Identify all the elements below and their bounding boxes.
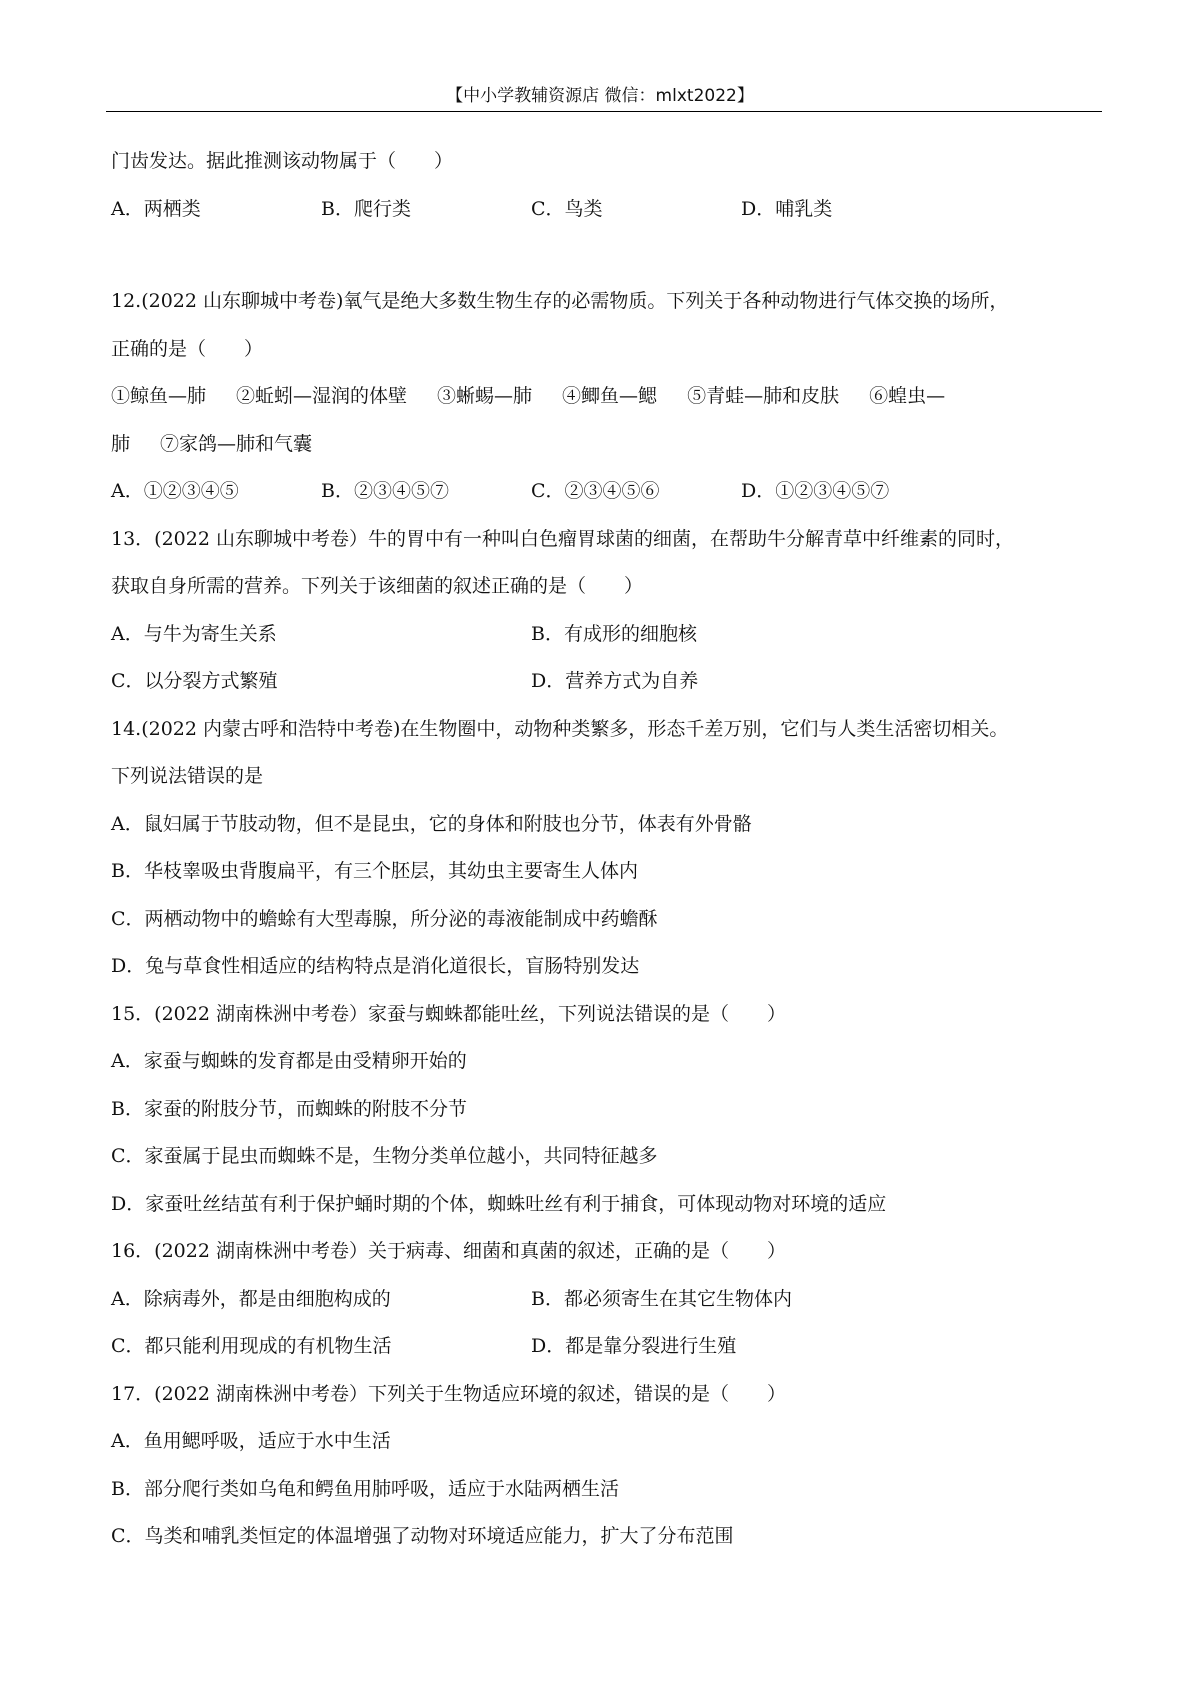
q13-option-a: A．与牛为寄生关系 <box>111 622 277 645</box>
q12-statement-3: ③蜥蜴—肺 <box>437 385 533 407</box>
q12-statements-line1 <box>111 381 1101 429</box>
q13-stem-line2: 获取自身所需的营养。下列关于该细菌的叙述正确的是（ ） <box>111 575 644 597</box>
q16-option-d: D．都是靠分裂进行生殖 <box>531 1335 737 1357</box>
q12-option-a: A．①②③④⑤ <box>111 480 239 502</box>
q12-stem-line2: 正确的是（ ） <box>111 337 264 360</box>
q12-option-b: B．②③④⑤⑦ <box>321 480 449 502</box>
q12-statement-2: ②蚯蚓—湿润的体壁 <box>236 385 408 407</box>
q17-option-c: C．鸟类和哺乳类恒定的体温增强了动物对环境适应能力，扩大了分布范围 <box>111 1525 734 1547</box>
q14-option-c: C．两栖动物中的蟾蜍有大型毒腺，所分泌的毒液能制成中药蟾酥 <box>111 907 658 930</box>
q13-options-row1 <box>111 619 1101 667</box>
q11-option-b: B．爬行类 <box>321 197 411 220</box>
q16-option-c: C．都只能利用现成的有机物生活 <box>111 1335 392 1357</box>
q17-stem: 17．(2022 湖南株洲中考卷）下列关于生物适应环境的叙述，错误的是（ ） <box>111 1382 786 1405</box>
spacer <box>111 241 1101 286</box>
q13-options-row2 <box>111 666 1101 714</box>
q15-option-c: C．家蚕属于昆虫而蜘蛛不是，生物分类单位越小，共同特征越多 <box>111 1145 658 1167</box>
q15-stem: 15．(2022 湖南株洲中考卷）家蚕与蜘蛛都能吐丝，下列说法错误的是（ ） <box>111 1002 786 1025</box>
q12-statement-4: ④鲫鱼—鳃 <box>562 385 658 407</box>
q12-statement-6: ⑥蝗虫— <box>869 385 946 407</box>
page-header: 【中小学教辅资源店 微信：mlxt2022】 <box>446 86 754 106</box>
q12-stem-line1: 12.(2022 山东聊城中考卷)氧气是绝大多数生物生存的必需物质。下列关于各种动物进行气体交换的场所， <box>111 290 1009 312</box>
q12-statements-line2 <box>111 429 1101 477</box>
q14-option-b: B．华枝睾吸虫背腹扁平，有三个胚层，其幼虫主要寄生人体内 <box>111 860 638 882</box>
q12-options <box>111 476 1101 524</box>
q11-option-c: C．鸟类 <box>531 197 603 220</box>
q12-statement-7: ⑦家鸽—肺和气囊 <box>160 432 313 455</box>
q13-option-d: D．营养方式为自养 <box>531 670 699 692</box>
q13-option-c: C．以分裂方式繁殖 <box>111 670 278 692</box>
q14-stem-line1: 14.(2022 内蒙古呼和浩特中考卷)在生物圈中，动物种类繁多，形态千差万别，它们与人类生活密切相关。 <box>111 717 1009 740</box>
header-rule <box>106 111 1102 112</box>
q12-option-d: D．①②③④⑤⑦ <box>741 480 890 502</box>
q14-stem-line2: 下列说法错误的是 <box>111 765 264 787</box>
q12-option-c: C．②③④⑤⑥ <box>531 480 660 502</box>
q13-stem-line1: 13．(2022 山东聊城中考卷）牛的胃中有一种叫白色瘤胃球菌的细菌，在帮助牛分解青草中纤维素的同时， <box>111 527 1014 550</box>
q16-options-row1 <box>111 1284 1101 1332</box>
q15-option-a: A．家蚕与蜘蛛的发育都是由受精卵开始的 <box>111 1050 467 1072</box>
q16-options-row2 <box>111 1331 1101 1379</box>
q15-option-d: D．家蚕吐丝结茧有利于保护蛹时期的个体，蜘蛛吐丝有利于捕食，可体现动物对环境的适应 <box>111 1192 887 1215</box>
q12-statement-6-cont: 肺 <box>111 432 131 455</box>
q12-statement-5: ⑤青蛙—肺和皮肤 <box>687 385 840 407</box>
q11-options <box>111 194 1101 242</box>
q12-statement-1: ①鲸鱼—肺 <box>111 385 207 407</box>
q11-option-d: D．哺乳类 <box>741 197 833 220</box>
q14-option-d: D．兔与草食性相适应的结构特点是消化道很长，盲肠特别发达 <box>111 955 640 977</box>
q11-stem: 门齿发达。据此推测该动物属于（ ） <box>111 150 454 172</box>
q14-option-a: A．鼠妇属于节肢动物，但不是昆虫，它的身体和附肢也分节，体表有外骨骼 <box>111 812 752 835</box>
q17-option-a: A．鱼用鳃呼吸，适应于水中生活 <box>111 1430 391 1452</box>
q13-option-b: B．有成形的细胞核 <box>531 622 697 645</box>
q16-stem: 16．(2022 湖南株洲中考卷）关于病毒、细菌和真菌的叙述，正确的是（ ） <box>111 1240 786 1262</box>
q11-option-a: A．两栖类 <box>111 197 201 220</box>
q17-option-b: B．部分爬行类如乌龟和鳄鱼用肺呼吸，适应于水陆两栖生活 <box>111 1477 619 1500</box>
document-body <box>111 146 1101 1569</box>
q15-option-b: B．家蚕的附肢分节，而蜘蛛的附肢不分节 <box>111 1097 467 1120</box>
q16-option-b: B．都必须寄生在其它生物体内 <box>531 1287 792 1310</box>
q16-option-a: A．除病毒外，都是由细胞构成的 <box>111 1287 391 1310</box>
